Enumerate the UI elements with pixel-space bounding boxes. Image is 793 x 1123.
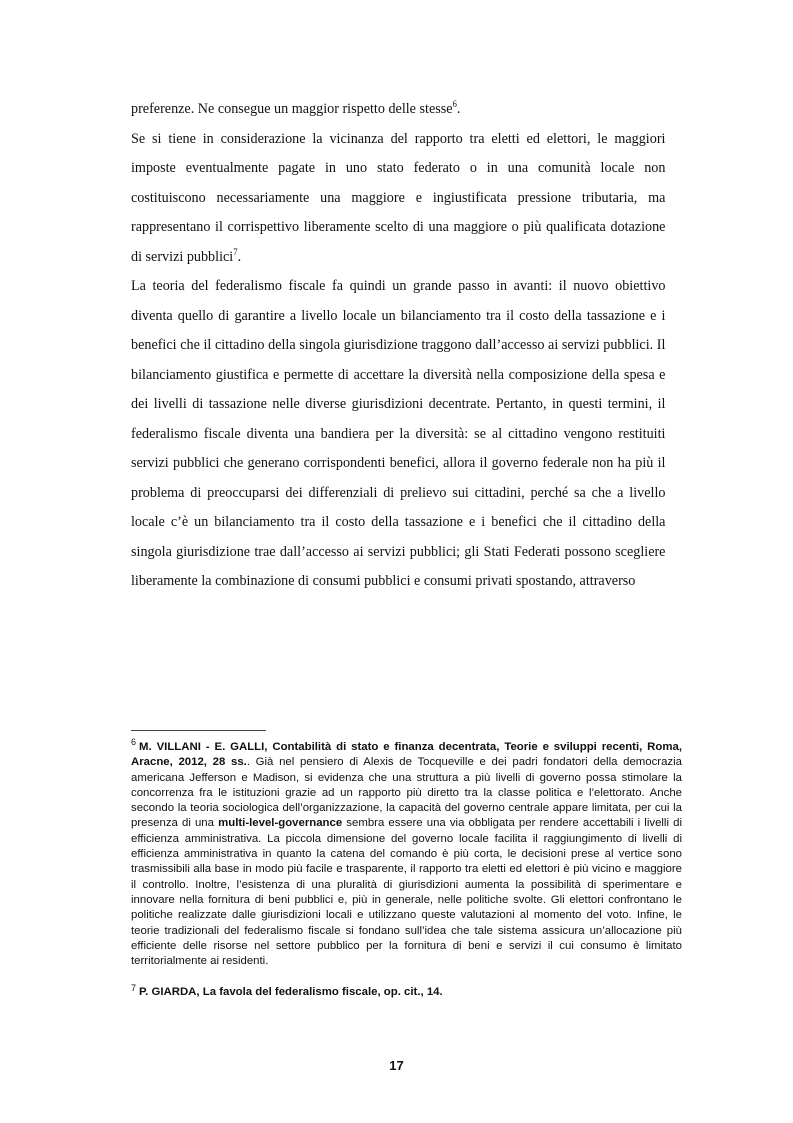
footnote-7-citation: P. GIARDA, La favola del federalismo fiscale, op. cit., 14.: [139, 986, 443, 999]
paragraph-1: preferenze. Ne consegue un maggior rispetto delle stesse$^6$.: [131, 99, 461, 117]
footnote-6-citation: M. VILLANI - E. GALLI, Contabilità di stato e finanza decentrata, Teorie e sviluppi recenti, Roma, Aracne, 2012, 28 ss.: [131, 741, 682, 769]
footnote-number-6: 6: [131, 737, 137, 748]
footnotes: [131, 737, 682, 1001]
paragraph-2: Se si tiene in considerazione la vicinanza del rapporto tra eletti ed elettori, le maggiori imposte eventualmente pagate in uno stato federato o in una comunità locale non costituiscono necessariamente una maggiore e ingiustificata pressione tributaria, ma rappresentano il corrispettivo liberamente scelto di una maggiore o più qualificata dotazione di servizi pubblici$^7$.: [131, 130, 666, 265]
footnote-ref-7[interactable]: 7: [233, 246, 238, 257]
footnote-ref-6[interactable]: 6: [452, 99, 457, 110]
footnote-7: [131, 982, 682, 1000]
body-text: [131, 95, 665, 597]
paragraph-3: La teoria del federalismo fiscale fa quindi un grande passo in avanti: il nuovo obiettivo diventa quello di garantire a livello locale un bilanciamento tra il costo della tassazione e i benefici che il cittadino della singola giurisdizione traggono dall’accesso ai servizi pubblici. Il bilanciamento giustifica e permette di accettare la diversità nella composizione della spesa e dei livelli di tassazione nelle diverse giurisdizioni decentrate. Pertanto, in questi termini, il federalismo fiscale diventa una bandiera per la diversità: se al cittadino vengono restituiti servizi pubblici che generano corrispondenti benefici, allora il governo federale non ha più il problema di preoccuparsi dei differenziali di prelievo sui cittadini, perché sa che a livello locale c’è un bilanciamento tra il costo della tassazione e i benefici che il cittadino della singola giurisdizione trae dall’accesso ai servizi pubblici; gli Stati Federati possono scegliere liberamente la combinazione di consumi pubblici e consumi privati spostando, attraverso: [131, 278, 666, 589]
footnote-number-7: 7: [131, 982, 137, 993]
page-number: 17: [389, 1058, 404, 1073]
footnote-6: $^6$ M. VILLANI - E. GALLI, Contabilità di stato e finanza decentrata, Teorie e sviluppi recenti, Roma, Aracne, 2012, 28 ss.. Già nel pensiero di Alexis de Tocqueville e dei padri fondatori della democrazia americana Jefferson e Madison, si evidenza che una struttura a più livelli di governo possa stimolare la concorrenza fra le istituzioni grazie ad un rapporto più diretto tra la classe politica e l’elettorato. Anche secondo la teoria sociologica dell’organizzazione, la capacità del governo centrale appare limitata, per cui la presenza di una multi-level-governance sembra essere una via obbligata per rendere accettabili i livelli di efficienza amministrativa. La piccola dimensione del governo locale facilita il raggiungimento di livelli di efficienza amministrativa in quanto la catena del comando è più corta, le decisioni prese al vertice sono trasmissibili alla base in modo più facile e trasparente, il rapporto tra eletti ed elettori è più vicino e maggiore il controllo. Inoltre, l’esistenza di una pluralità di giurisdizioni aumenta la possibilità di sperimentare e innovare nella fornitura di beni pubblici e, più in generale, nelle politiche svolte. Gli elettori confrontano le politiche realizzate dalle giurisdizioni locali e utilizzano queste valutazioni al momento del voto. Infine, le teorie tradizionali del federalismo fiscale si fondano sull’idea che tale sistema assicura un’allocazione più efficiente delle risorse nel settore pubblico per la fornitura di beni e servizi il cui consumo è limitato territorialmente ai residenti.: [131, 737, 682, 968]
footnote-separator: [131, 730, 266, 731]
footnote-6-term: multi-level-governance: [218, 817, 343, 830]
